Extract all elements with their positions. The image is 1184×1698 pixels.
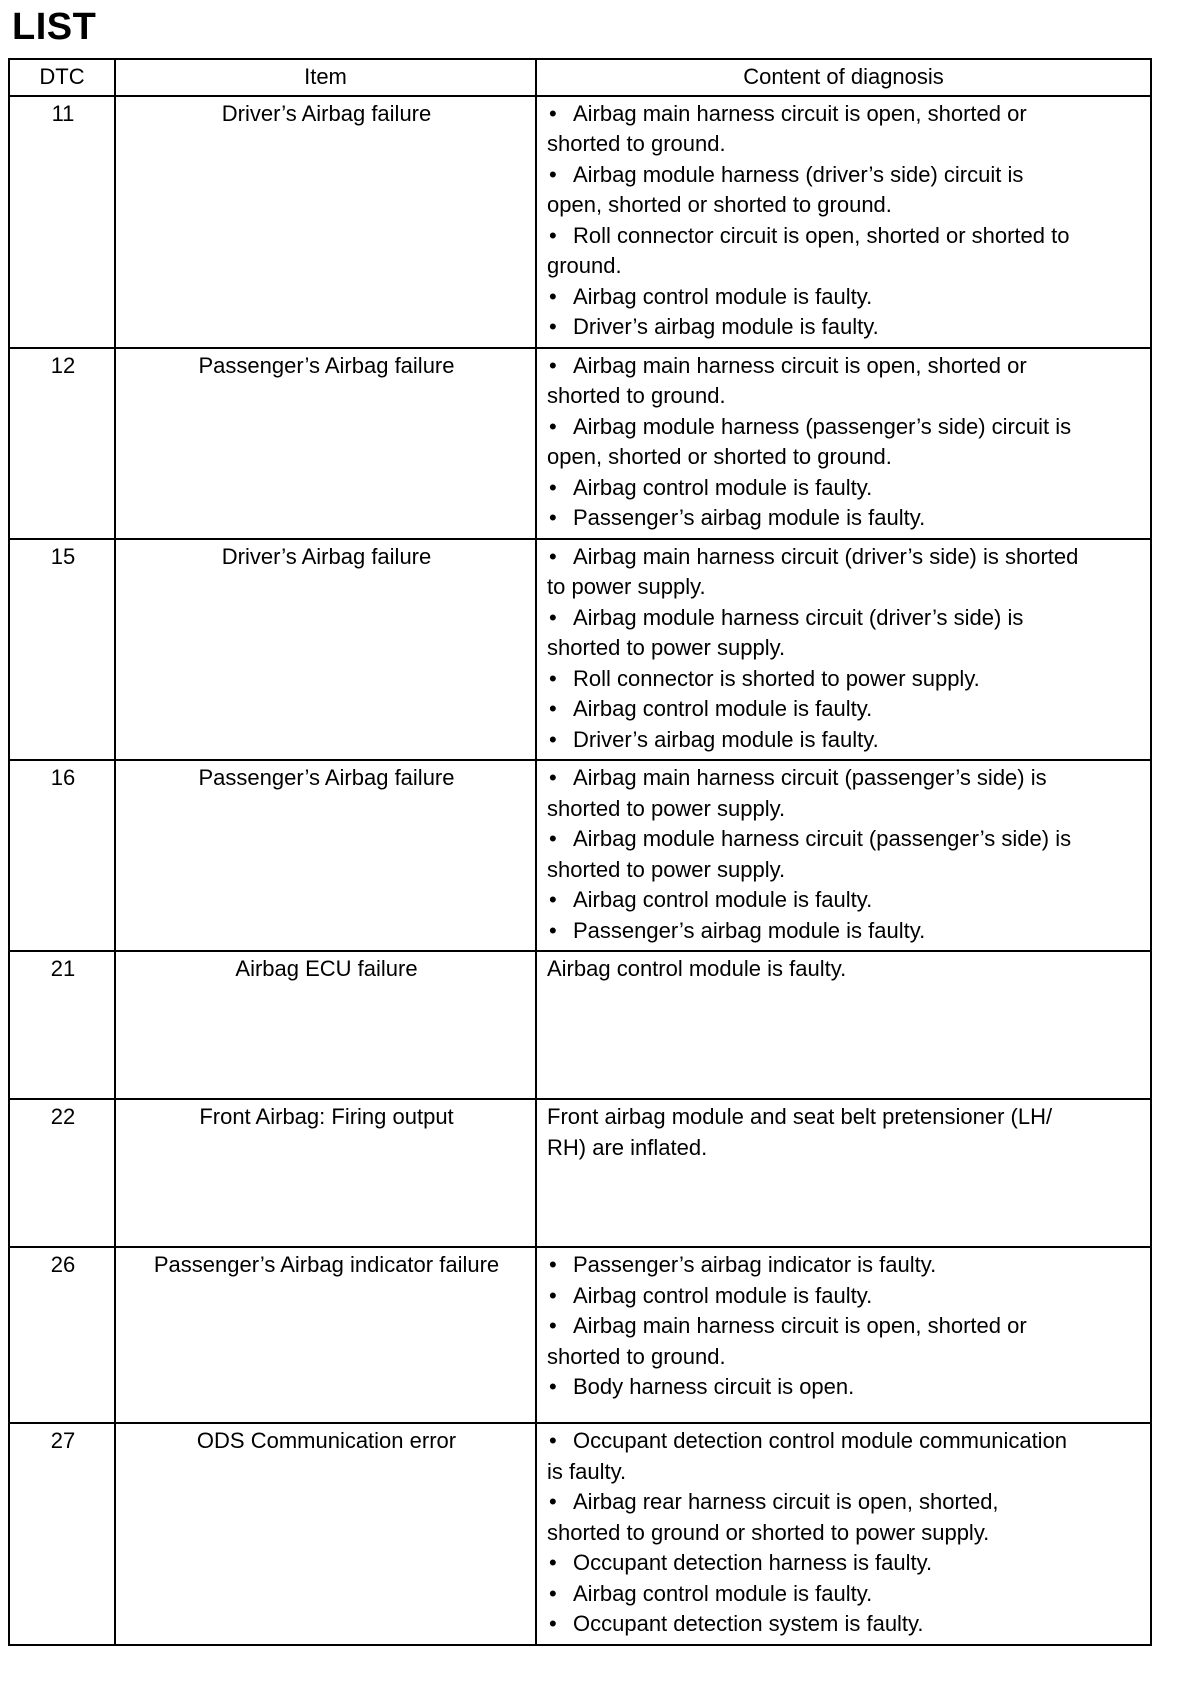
- diagnosis-text: Passenger’s airbag module is faulty.: [573, 917, 926, 943]
- bullet-icon: •: [549, 314, 557, 339]
- diagnosis-text: Body harness circuit is open.: [573, 1374, 855, 1399]
- dtc-code: 16: [9, 760, 115, 951]
- diagnosis-bullet-line: [547, 1426, 1142, 1457]
- diagnosis-bullet-line: [547, 694, 1142, 725]
- bullet-icon: •: [549, 283, 557, 309]
- diagnosis-bullet-line: [547, 603, 1142, 634]
- diagnosis-text: Airbag control module is faulty.: [547, 956, 847, 981]
- diagnosis-bullet-line: [547, 1548, 1142, 1579]
- diagnosis-bullet-line: [547, 1311, 1142, 1342]
- diagnosis-text: Roll connector circuit is open, shorted or shorted to: [573, 222, 1070, 248]
- diagnosis-text: open, shorted or shorted to ground.: [547, 444, 892, 469]
- diagnosis-line: [547, 794, 1142, 825]
- dtc-item: Driver’s Airbag failure: [115, 539, 536, 761]
- diagnosis-text: shorted to ground.: [547, 131, 726, 156]
- dtc-code: 27: [9, 1423, 115, 1645]
- bullet-icon: •: [549, 413, 557, 439]
- bullet-icon: •: [549, 726, 557, 752]
- dtc-code: 26: [9, 1247, 115, 1423]
- diagnosis-bullet-line: [547, 351, 1142, 382]
- page-title: LIST: [12, 6, 97, 48]
- diagnosis-text: is faulty.: [547, 1458, 627, 1484]
- bullet-icon: •: [549, 1611, 557, 1636]
- bullet-icon: •: [549, 765, 557, 790]
- bullet-icon: •: [549, 604, 557, 630]
- bullet-icon: •: [549, 826, 557, 851]
- dtc-item: Front Airbag: Firing output: [115, 1099, 536, 1247]
- diagnosis-line: [547, 1457, 1142, 1488]
- diagnosis-text: Driver’s airbag module is faulty.: [573, 314, 879, 339]
- diagnosis-text: Airbag control module is faulty.: [573, 696, 873, 721]
- diagnosis-text: Driver’s airbag module is faulty.: [573, 726, 879, 752]
- diagnosis-text: Airbag control module is faulty.: [573, 474, 873, 500]
- diagnosis-bullet-line: [547, 885, 1142, 916]
- diagnosis-text: Airbag control module is faulty.: [573, 1580, 873, 1606]
- diagnosis-bullet-line: [547, 763, 1142, 794]
- bullet-icon: •: [549, 1580, 557, 1606]
- table-row: [9, 348, 1151, 539]
- bullet-icon: •: [549, 1489, 557, 1514]
- bullet-icon: •: [549, 665, 557, 691]
- dtc-table: [8, 58, 1152, 1646]
- diagnosis-text: Occupant detection system is faulty.: [573, 1611, 924, 1636]
- diagnosis-text: shorted to power supply.: [547, 795, 786, 821]
- diagnosis-bullet-line: [547, 916, 1142, 947]
- bullet-icon: •: [549, 1282, 557, 1308]
- diagnosis-text: Airbag module harness circuit (driver’s side) is: [573, 604, 1024, 630]
- diagnosis-bullet-line: [547, 1372, 1142, 1403]
- dtc-content: [536, 96, 1151, 348]
- diagnosis-bullet-line: [547, 725, 1142, 756]
- diagnosis-text: Front airbag module and seat belt pretensioner (LH/: [547, 1104, 1053, 1129]
- bullet-icon: •: [549, 1374, 557, 1399]
- diagnosis-bullet-line: [547, 824, 1142, 855]
- diagnosis-text: shorted to ground or shorted to power supply.: [547, 1519, 990, 1545]
- diagnosis-text: Passenger’s airbag indicator is faulty.: [573, 1252, 937, 1277]
- dtc-content: [536, 539, 1151, 761]
- dtc-item: Driver’s Airbag failure: [115, 96, 536, 348]
- bullet-icon: •: [549, 1313, 557, 1338]
- diagnosis-bullet-line: [547, 312, 1142, 343]
- diagnosis-bullet-line: [547, 160, 1142, 191]
- diagnosis-text: Airbag rear harness circuit is open, shorted,: [573, 1489, 999, 1514]
- diagnosis-bullet-line: [547, 1250, 1142, 1281]
- dtc-code: 21: [9, 951, 115, 1099]
- diagnosis-text: Airbag main harness circuit (passenger’s side) is: [573, 765, 1047, 790]
- diagnosis-text: shorted to power supply.: [547, 635, 786, 660]
- diagnosis-text: Airbag control module is faulty.: [573, 283, 873, 309]
- header-item: Item: [115, 59, 536, 96]
- diagnosis-text: shorted to power supply.: [547, 856, 786, 882]
- diagnosis-text: shorted to ground.: [547, 383, 726, 408]
- diagnosis-bullet-line: [547, 664, 1142, 695]
- diagnosis-bullet-line: [547, 1609, 1142, 1640]
- table-row: [9, 951, 1151, 1099]
- dtc-item: Passenger’s Airbag indicator failure: [115, 1247, 536, 1423]
- diagnosis-text: Airbag main harness circuit is open, shorted or: [573, 352, 1027, 378]
- table-row: [9, 1247, 1151, 1423]
- bullet-icon: •: [549, 161, 557, 187]
- diagnosis-line: [547, 1102, 1142, 1133]
- diagnosis-bullet-line: [547, 1281, 1142, 1312]
- dtc-content: [536, 1247, 1151, 1423]
- bullet-icon: •: [549, 352, 557, 378]
- diagnosis-line: [547, 129, 1142, 160]
- diagnosis-text: Airbag main harness circuit is open, shorted or: [573, 100, 1027, 126]
- dtc-content: [536, 1423, 1151, 1645]
- bullet-icon: •: [549, 100, 557, 126]
- bullet-icon: •: [549, 1252, 557, 1277]
- diagnosis-text: to power supply.: [547, 574, 706, 599]
- diagnosis-text: ground.: [547, 253, 622, 278]
- diagnosis-bullet-line: [547, 1487, 1142, 1518]
- table-row: [9, 1099, 1151, 1247]
- diagnosis-line: [547, 381, 1142, 412]
- bullet-icon: •: [549, 696, 557, 721]
- diagnosis-line: [547, 1342, 1142, 1373]
- diagnosis-text: Airbag main harness circuit (driver’s side) is shorted: [573, 543, 1079, 569]
- diagnosis-text: Roll connector is shorted to power supply.: [573, 665, 980, 691]
- dtc-code: 15: [9, 539, 115, 761]
- diagnosis-bullet-line: [547, 542, 1142, 573]
- diagnosis-line: [547, 572, 1142, 603]
- diagnosis-bullet-line: [547, 412, 1142, 443]
- bullet-icon: •: [549, 543, 557, 569]
- diagnosis-text: Airbag control module is faulty.: [573, 887, 873, 912]
- diagnosis-bullet-line: [547, 282, 1142, 313]
- dtc-item: Passenger’s Airbag failure: [115, 760, 536, 951]
- diagnosis-text: Airbag module harness circuit (passenger’s side) is: [573, 826, 1072, 851]
- diagnosis-line: [547, 442, 1142, 473]
- diagnosis-text: open, shorted or shorted to ground.: [547, 192, 892, 217]
- header-dtc: DTC: [9, 59, 115, 96]
- diagnosis-text: Occupant detection control module communication: [573, 1428, 1068, 1453]
- bullet-icon: •: [549, 222, 557, 248]
- table-row: [9, 96, 1151, 348]
- header-content: Content of diagnosis: [536, 59, 1151, 96]
- diagnosis-line: [547, 855, 1142, 886]
- bullet-icon: •: [549, 505, 557, 530]
- diagnosis-bullet-line: [547, 221, 1142, 252]
- diagnosis-bullet-line: [547, 473, 1142, 504]
- table-row: [9, 1423, 1151, 1645]
- diagnosis-line: [547, 251, 1142, 282]
- diagnosis-bullet-line: [547, 99, 1142, 130]
- diagnosis-text: Airbag control module is faulty.: [573, 1282, 873, 1308]
- diagnosis-line: [547, 1133, 1142, 1164]
- dtc-content: [536, 951, 1151, 1099]
- diagnosis-text: Airbag module harness (passenger’s side) circuit is: [573, 413, 1072, 439]
- dtc-item: Passenger’s Airbag failure: [115, 348, 536, 539]
- diagnosis-text: shorted to ground.: [547, 1343, 726, 1369]
- table-body: [9, 96, 1151, 1645]
- dtc-code: 12: [9, 348, 115, 539]
- bullet-icon: •: [549, 1550, 557, 1575]
- diagnosis-text: RH) are inflated.: [547, 1134, 708, 1160]
- bullet-icon: •: [549, 917, 557, 943]
- diagnosis-line: [547, 190, 1142, 221]
- diagnosis-text: Airbag main harness circuit is open, shorted or: [573, 1313, 1027, 1338]
- diagnosis-bullet-line: [547, 503, 1142, 534]
- dtc-code: 22: [9, 1099, 115, 1247]
- diagnosis-text: Occupant detection harness is faulty.: [573, 1550, 933, 1575]
- bullet-icon: •: [549, 474, 557, 500]
- diagnosis-line: [547, 1518, 1142, 1549]
- bullet-icon: •: [549, 887, 557, 912]
- dtc-content: [536, 348, 1151, 539]
- dtc-item: ODS Communication error: [115, 1423, 536, 1645]
- dtc-item: Airbag ECU failure: [115, 951, 536, 1099]
- diagnosis-line: [547, 633, 1142, 664]
- table-row: [9, 539, 1151, 761]
- table-row: [9, 760, 1151, 951]
- diagnosis-text: Airbag module harness (driver’s side) circuit is: [573, 161, 1024, 187]
- diagnosis-text: Passenger’s airbag module is faulty.: [573, 505, 926, 530]
- diagnosis-bullet-line: [547, 1579, 1142, 1610]
- bullet-icon: •: [549, 1428, 557, 1453]
- dtc-code: 11: [9, 96, 115, 348]
- diagnosis-line: [547, 954, 1142, 985]
- dtc-content: [536, 760, 1151, 951]
- dtc-content: [536, 1099, 1151, 1247]
- table-header-row: [9, 59, 1151, 96]
